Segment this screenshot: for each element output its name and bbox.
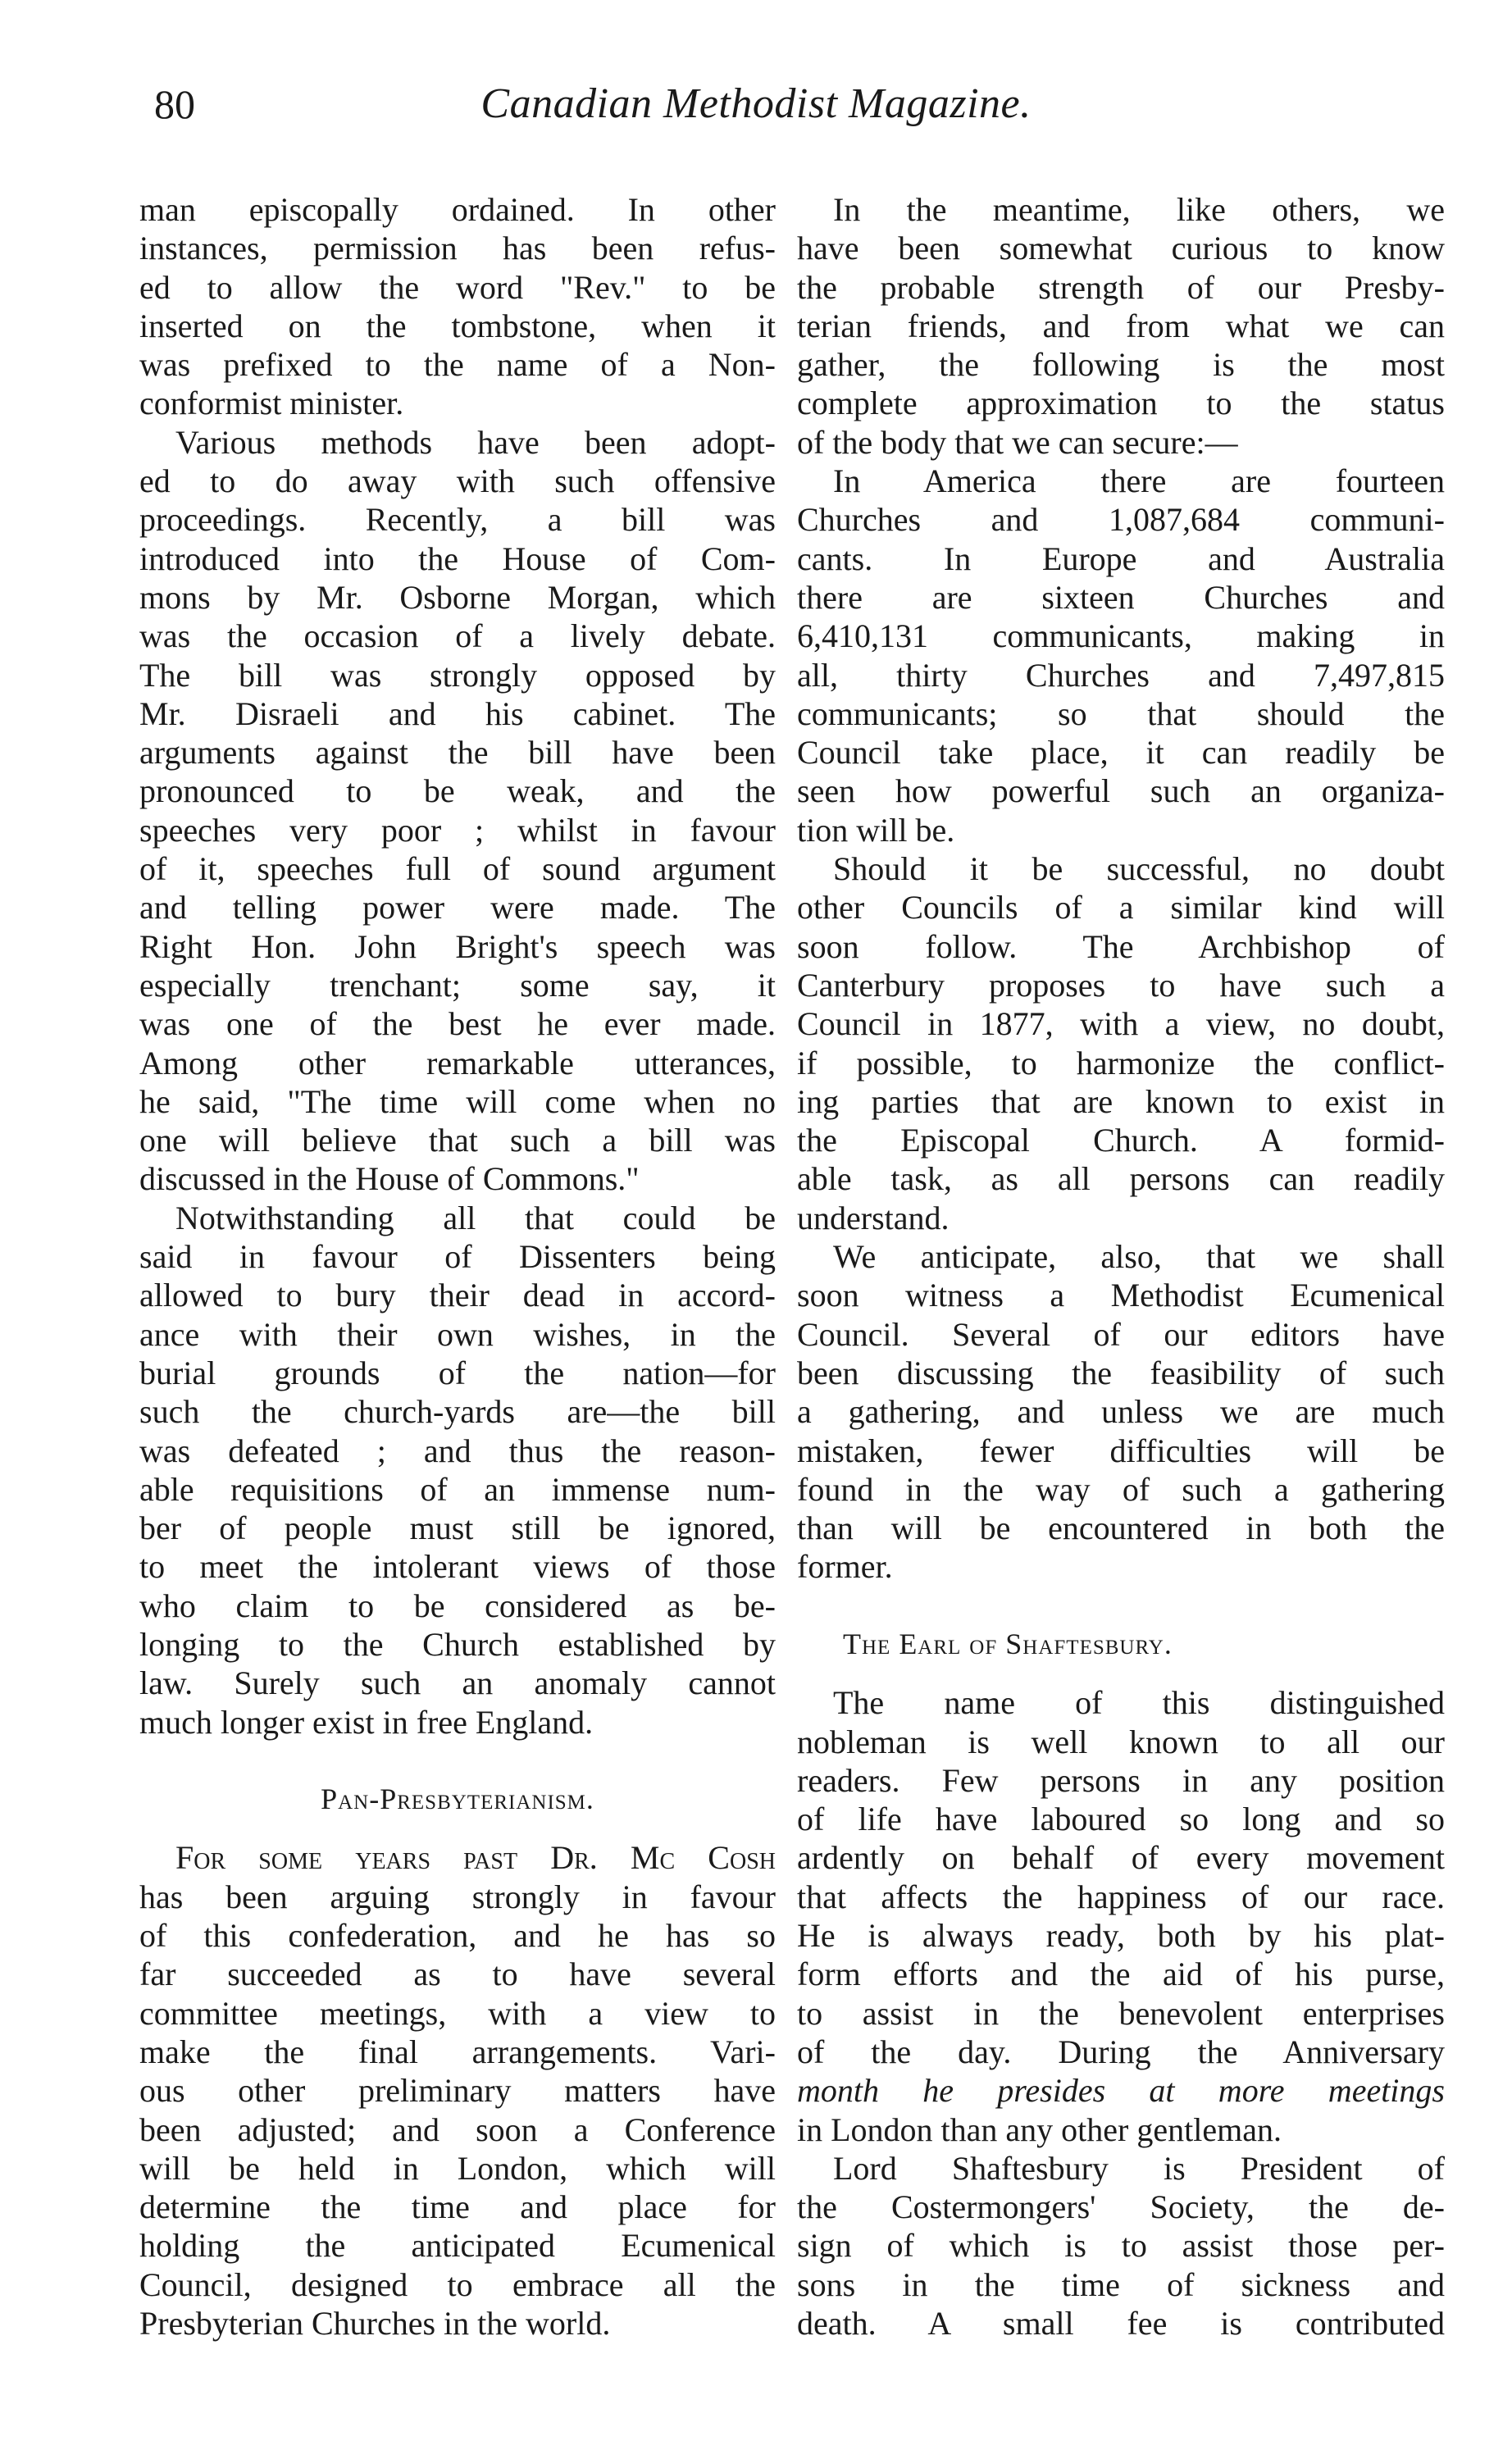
text-line: make the final arrangements. Vari- <box>139 2033 776 2070</box>
text-line: he said, "The time will come when no <box>139 1082 776 1120</box>
text-line: Churches and 1,087,684 communi- <box>797 501 1445 539</box>
section-gap <box>139 1819 776 1838</box>
text-line: of life have laboured so long and so <box>797 1801 1445 1838</box>
text-line: of it, speeches full of sound argument <box>139 850 776 888</box>
text-line: Should it be successful, no doubt <box>833 850 1445 888</box>
text-line: readers. Few persons in any position <box>797 1761 1445 1799</box>
text-line: able task, as all persons can readily <box>797 1160 1445 1198</box>
text-line: terian friends, and from what we can <box>797 307 1445 344</box>
right-paragraph-4 <box>797 1237 1445 1587</box>
text-line: tion will be. <box>797 811 955 849</box>
text-line: to meet the intolerant views of those <box>139 1548 776 1586</box>
section-gap <box>139 1742 776 1780</box>
text-line: In the meantime, like others, we <box>833 191 1445 228</box>
text-line: the Episcopal Church. A formid- <box>797 1122 1445 1159</box>
text-line: The bill was strongly opposed by <box>139 656 776 694</box>
text-line: For some years past Dr. Mc Cosh <box>175 1839 776 1877</box>
text-line: allowed to bury their dead in accord- <box>139 1277 776 1314</box>
text-line: seen how powerful such an organiza- <box>797 772 1445 810</box>
text-line: was prefixed to the name of a Non- <box>139 346 776 384</box>
text-line: Council take place, it can readily be <box>797 734 1445 772</box>
text-line: if possible, to harmonize the conflict- <box>797 1044 1445 1081</box>
page-header <box>0 75 1512 133</box>
text-line: much longer exist in free England. <box>139 1703 594 1741</box>
text-line: We anticipate, also, that we shall <box>833 1238 1445 1276</box>
text-line: The name of this distinguished <box>833 1684 1445 1722</box>
text-line: inserted on the tombstone, when it <box>139 307 776 344</box>
text-line: ous other preliminary matters have <box>139 2072 776 2110</box>
text-line: Council. Several of our editors have <box>797 1315 1445 1353</box>
text-line: will be held in London, which will <box>139 2149 776 2187</box>
section-heading-pan-presbyterianism: Pan-Presbyterianism. <box>321 1783 594 1816</box>
text-line: speeches very poor ; whilst in favour <box>139 811 776 849</box>
text-line: arguments against the bill have been <box>139 734 776 772</box>
text-line: cants. In Europe and Australia <box>797 540 1445 577</box>
text-line: Presbyterian Churches in the world. <box>139 2305 611 2343</box>
section-gap <box>797 1664 1445 1683</box>
text-line: to assist in the benevolent enterprises <box>797 1994 1445 2032</box>
text-line: man episcopally ordained. In other <box>139 191 776 228</box>
text-line: able requisitions of an immense num- <box>139 1470 776 1508</box>
text-line: Right Hon. John Bright's speech was <box>139 927 776 965</box>
text-line: He is always ready, both by his plat- <box>797 1917 1445 1955</box>
left-paragraph-1 <box>139 190 776 423</box>
text-line: such the church-yards are—the bill <box>139 1393 776 1431</box>
text-line: instances, permission has been refus- <box>139 230 776 267</box>
right-paragraph-1 <box>797 190 1445 462</box>
text-line: that affects the happiness of our race. <box>797 1878 1445 1915</box>
left-paragraph-3 <box>139 1199 776 1742</box>
right-paragraph-3 <box>797 849 1445 1237</box>
text-line: discussed in the House of Commons." <box>139 1160 640 1198</box>
text-line: ed to do away with such offensive <box>139 462 776 500</box>
left-paragraph-2 <box>139 423 776 1199</box>
text-line: committee meetings, with a view to <box>139 1994 776 2032</box>
text-line: Canterbury proposes to have such a <box>797 966 1445 1004</box>
text-line: Mr. Disraeli and his cabinet. The <box>139 694 776 732</box>
left-paragraph-4 <box>139 1838 776 2343</box>
text-line: the probable strength of our Presby- <box>797 268 1445 306</box>
text-line: the Costermongers' Society, the de- <box>797 2188 1445 2226</box>
section-heading-earl-of-shaftesbury: The Earl of Shaftesbury. <box>843 1627 1173 1660</box>
left-column <box>139 190 776 2343</box>
text-line: understand. <box>797 1199 950 1236</box>
text-line: who claim to be considered as be- <box>139 1587 776 1624</box>
text-line: conformist minister. <box>139 385 404 422</box>
text-line: form efforts and the aid of his purse, <box>797 1956 1445 1993</box>
running-title: Canadian Methodist Magazine. <box>480 80 1032 127</box>
text-line: burial grounds of the nation—for <box>139 1354 776 1391</box>
text-line: law. Surely such an anomaly cannot <box>139 1664 776 1702</box>
text-line: ing parties that are known to exist in <box>797 1082 1445 1120</box>
text-line: sign of which is to assist those per- <box>797 2227 1445 2265</box>
section-gap <box>797 1587 1445 1625</box>
text-line: death. A small fee is contributed <box>797 2305 1445 2343</box>
text-line: Notwithstanding all that could be <box>175 1199 776 1236</box>
text-line: month he presides at more meetings <box>797 2072 1445 2110</box>
text-line: complete approximation to the status <box>797 385 1445 422</box>
text-line: proceedings. Recently, a bill was <box>139 501 776 539</box>
text-line: mistaken, fewer difficulties will be <box>797 1432 1445 1469</box>
right-paragraph-5 <box>797 1683 1445 2149</box>
text-line: of this confederation, and he has so <box>139 1917 776 1955</box>
text-line: was the occasion of a lively debate. <box>139 617 776 655</box>
text-line: of the day. During the Anniversary <box>797 2033 1445 2070</box>
text-line: was one of the best he ever made. <box>139 1005 776 1043</box>
text-line: been discussing the feasibility of such <box>797 1354 1445 1391</box>
text-line: sons in the time of sickness and <box>797 2265 1445 2303</box>
text-line: found in the way of such a gathering <box>797 1470 1445 1508</box>
text-line: longing to the Church established by <box>139 1625 776 1663</box>
text-line: Lord Shaftesbury is President of <box>833 2149 1445 2187</box>
page-number: 80 <box>154 81 195 127</box>
text-line: and telling power were made. The <box>139 889 776 927</box>
text-line: one will believe that such a bill was <box>139 1122 776 1159</box>
text-line: Among other remarkable utterances, <box>139 1044 776 1081</box>
text-line: all, thirty Churches and 7,497,815 <box>797 656 1445 694</box>
text-line: 6,410,131 communicants, making in <box>797 617 1445 655</box>
text-line: have been somewhat curious to know <box>797 230 1445 267</box>
text-line: pronounced to be weak, and the <box>139 772 776 810</box>
text-line: Various methods have been adopt- <box>175 423 776 461</box>
text-line: ed to allow the word "Rev." to be <box>139 268 776 306</box>
text-line: than will be encountered in both the <box>797 1509 1445 1547</box>
text-line: ance with their own wishes, in the <box>139 1315 776 1353</box>
text-line: Council in 1877, with a view, no doubt, <box>797 1005 1445 1043</box>
text-line: nobleman is well known to all our <box>797 1723 1445 1760</box>
text-line: other Councils of a similar kind will <box>797 889 1445 927</box>
text-line: ardently on behalf of every movement <box>797 1839 1445 1877</box>
right-paragraph-2 <box>797 462 1445 849</box>
text-line: of the body that we can secure:— <box>797 423 1238 461</box>
text-line: introduced into the House of Com- <box>139 540 776 577</box>
text-line: in London than any other gentleman. <box>797 2110 1282 2148</box>
text-line: communicants; so that should the <box>797 694 1445 732</box>
text-line: holding the anticipated Ecumenical <box>139 2227 776 2265</box>
text-line: soon follow. The Archbishop of <box>797 927 1445 965</box>
text-line: especially trenchant; some say, it <box>139 966 776 1004</box>
text-line: In America there are fourteen <box>833 462 1445 500</box>
text-line: ber of people must still be ignored, <box>139 1509 776 1547</box>
text-line: been adjusted; and soon a Conference <box>139 2110 776 2148</box>
text-line: a gathering, and unless we are much <box>797 1393 1445 1431</box>
text-line: gather, the following is the most <box>797 346 1445 384</box>
text-line: former. <box>797 1548 893 1586</box>
text-line: there are sixteen Churches and <box>797 578 1445 616</box>
text-line: determine the time and place for <box>139 2188 776 2226</box>
text-line: said in favour of Dissenters being <box>139 1238 776 1276</box>
right-column <box>797 190 1445 2343</box>
text-line: Council, designed to embrace all the <box>139 2265 776 2303</box>
text-line: was defeated ; and thus the reason- <box>139 1432 776 1469</box>
text-line: soon witness a Methodist Ecumenical <box>797 1277 1445 1314</box>
text-line: far succeeded as to have several <box>139 1956 776 1993</box>
right-paragraph-6 <box>797 2149 1445 2343</box>
text-line: mons by Mr. Osborne Morgan, which <box>139 578 776 616</box>
text-line: has been arguing strongly in favour <box>139 1878 776 1915</box>
